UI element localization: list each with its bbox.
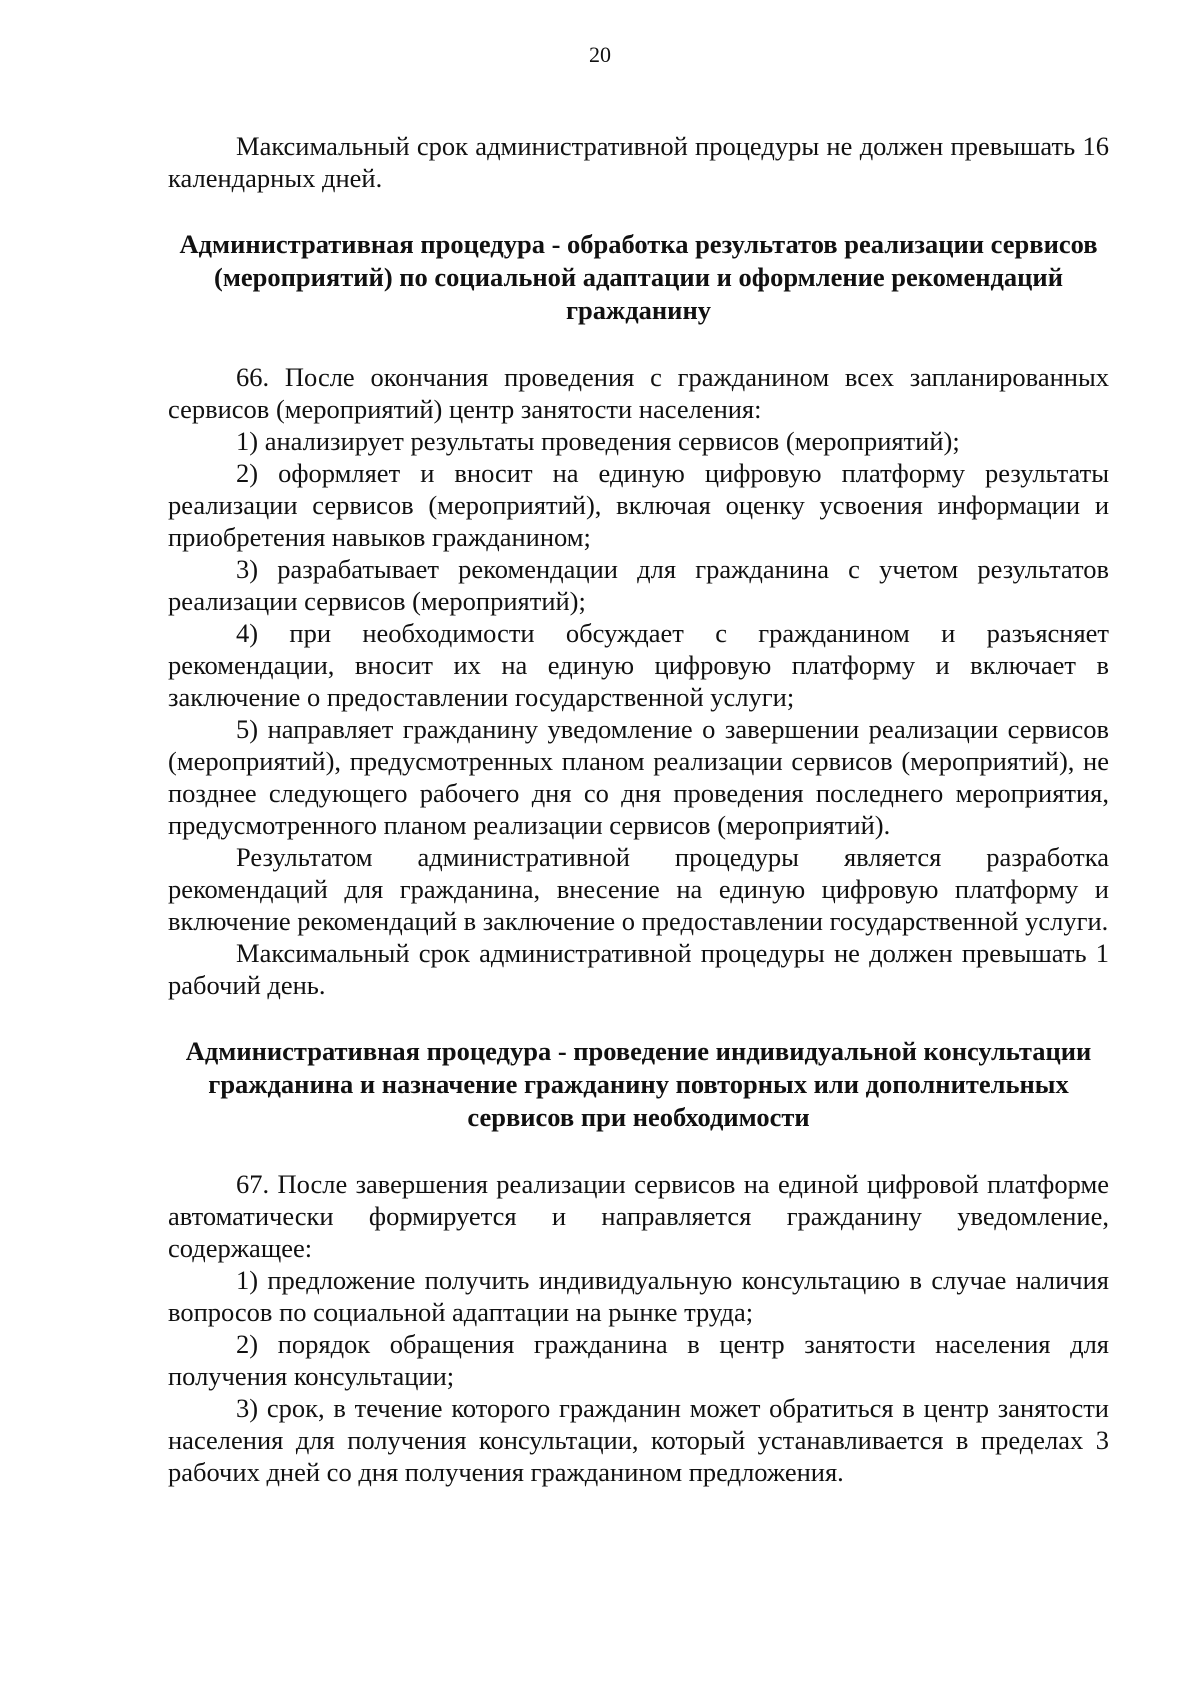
list-item-66-5: 5) направляет гражданину уведомление о завершении реализации сервисов (мероприятий), предусмотренных планом реализации сервисов (мероприятий), не позднее следующего рабочего дня со дня проведения последнего мероприятия, предусмотренного планом реализации сервисов (мероприятий). bbox=[168, 714, 1109, 840]
list-item-67-2: 2) порядок обращения гражданина в центр занятости населения для получения консультации; bbox=[168, 1329, 1109, 1391]
list-item-66-4: 4) при необходимости обсуждает с гражданином и разъясняет рекомендации, вносит их на единую цифровую платформу и включает в заключение о предоставлении государственной услуги; bbox=[168, 618, 1109, 712]
paragraph-66-intro: 66. После окончания проведения с гражданином всех запланированных сервисов (мероприятий) центр занятости населения: bbox=[168, 362, 1109, 424]
section-heading-consultation: Административная процедура - проведение индивидуальной консультации гражданина и назначение гражданину повторных или дополнительных сервисов при необходимости bbox=[185, 1036, 1092, 1132]
list-item-66-1: 1) анализирует результаты проведения сервисов (мероприятий); bbox=[236, 426, 960, 456]
paragraph-max-term-16-days: Максимальный срок административной процедуры не должен превышать 16 календарных дней. bbox=[168, 131, 1109, 193]
list-item-67-3: 3) срок, в течение которого гражданин может обратиться в центр занятости населения для получения консультации, который устанавливается в пределах 3 рабочих дней со дня получения гражданином предложения. bbox=[168, 1393, 1109, 1487]
document-body bbox=[168, 130, 1109, 1488]
paragraph-67-intro: 67. После завершения реализации сервисов на единой цифровой платформе автоматически формируется и направляется гражданину уведомление, содержащее: bbox=[168, 1169, 1109, 1263]
section-heading-recommendations: Административная процедура - обработка результатов реализации сервисов (мероприятий) по социальной адаптации и оформление рекомендаций гражданину bbox=[179, 229, 1098, 325]
list-item-67-1: 1) предложение получить индивидуальную консультацию в случае наличия вопросов по социальной адаптации на рынке труда; bbox=[168, 1265, 1109, 1327]
paragraph-max-term-1-day: Максимальный срок административной процедуры не должен превышать 1 рабочий день. bbox=[168, 938, 1109, 1000]
paragraph-procedure-result: Результатом административной процедуры является разработка рекомендаций для гражданина, внесение на единую цифровую платформу и включение рекомендаций в заключение о предоставлении государственной услуги. bbox=[168, 842, 1109, 936]
list-item-66-3: 3) разрабатывает рекомендации для гражданина с учетом результатов реализации сервисов (мероприятий); bbox=[168, 554, 1109, 616]
list-item-66-2: 2) оформляет и вносит на единую цифровую платформу результаты реализации сервисов (мероприятий), включая оценку усвоения информации и приобретения навыков гражданином; bbox=[168, 458, 1109, 552]
page-number: 20 bbox=[589, 42, 611, 67]
